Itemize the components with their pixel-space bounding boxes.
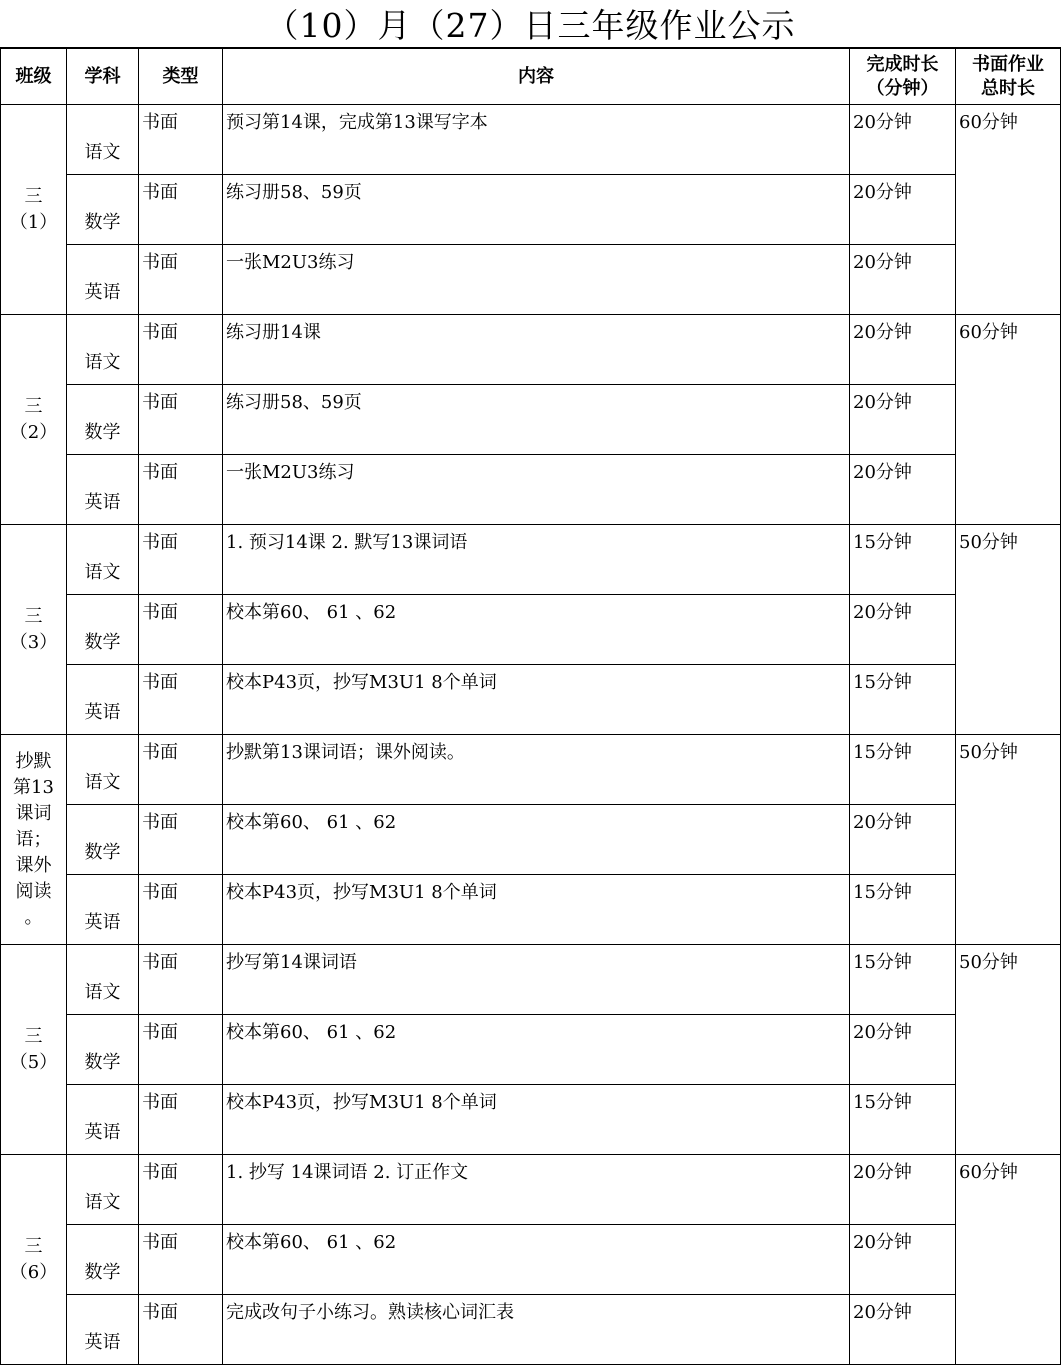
header-row [1, 49, 1061, 105]
class-line: 课词 [15, 802, 52, 824]
type-cell: 书面 [139, 1295, 223, 1365]
class-cell [1, 315, 67, 525]
class-line: 三 [24, 1235, 43, 1257]
type-cell: 书面 [139, 595, 223, 665]
type-cell: 书面 [139, 1225, 223, 1295]
duration-cell: 20分钟 [850, 245, 956, 315]
table-row [1, 1155, 1061, 1225]
class-cell [1, 1155, 67, 1365]
content-cell: 1. 预习14课 2. 默写13课词语 [223, 525, 850, 595]
table-row [1, 1225, 1061, 1295]
content-cell: 校本P43页，抄写M3U1 8个单词 [223, 1085, 850, 1155]
header-total [956, 49, 1061, 105]
duration-cell: 20分钟 [850, 1155, 956, 1225]
content-cell: 练习册14课 [223, 315, 850, 385]
table-row [1, 175, 1061, 245]
duration-cell: 20分钟 [850, 175, 956, 245]
total-duration-cell: 60分钟 [956, 315, 1061, 525]
header-content: 内容 [223, 49, 850, 105]
duration-cell: 15分钟 [850, 945, 956, 1015]
table-row [1, 1295, 1061, 1365]
header-duration-line1: 完成时长 [866, 53, 939, 75]
type-cell: 书面 [139, 805, 223, 875]
subject-cell: 语文 [67, 945, 139, 1015]
table-body [1, 105, 1061, 1365]
class-line: （1） [9, 211, 58, 233]
subject-cell: 英语 [67, 245, 139, 315]
type-cell: 书面 [139, 735, 223, 805]
type-cell: 书面 [139, 875, 223, 945]
table-row [1, 875, 1061, 945]
header-subject: 学科 [67, 49, 139, 105]
class-line: 三 [24, 185, 43, 207]
table-row [1, 735, 1061, 805]
class-line: （6） [9, 1261, 58, 1283]
content-cell: 一张M2U3练习 [223, 455, 850, 525]
type-cell: 书面 [139, 1015, 223, 1085]
content-cell: 一张M2U3练习 [223, 245, 850, 315]
duration-cell: 20分钟 [850, 455, 956, 525]
page-title: （10）月（27）日三年级作业公示 [0, 0, 1061, 48]
subject-cell: 英语 [67, 875, 139, 945]
subject-cell: 数学 [67, 175, 139, 245]
class-cell [1, 525, 67, 735]
type-cell: 书面 [139, 175, 223, 245]
class-cell [1, 105, 67, 315]
class-cell [1, 945, 67, 1155]
class-line: 阅读 [15, 880, 52, 902]
subject-cell: 数学 [67, 1225, 139, 1295]
content-cell: 练习册58、59页 [223, 175, 850, 245]
table-row [1, 1085, 1061, 1155]
content-cell: 练习册58、59页 [223, 385, 850, 455]
duration-cell: 15分钟 [850, 1085, 956, 1155]
table-row [1, 455, 1061, 525]
header-total-line1: 书面作业 [972, 53, 1044, 75]
content-cell: 完成改句子小练习。熟读核心词汇表 [223, 1295, 850, 1365]
subject-cell: 英语 [67, 455, 139, 525]
duration-cell: 20分钟 [850, 1295, 956, 1365]
class-line: 。 [24, 906, 43, 928]
header-class: 班级 [1, 49, 67, 105]
type-cell: 书面 [139, 385, 223, 455]
table-row [1, 805, 1061, 875]
type-cell: 书面 [139, 105, 223, 175]
type-cell: 书面 [139, 245, 223, 315]
table-row [1, 315, 1061, 385]
subject-cell: 英语 [67, 1295, 139, 1365]
table-row [1, 105, 1061, 175]
duration-cell: 15分钟 [850, 665, 956, 735]
content-cell: 校本P43页，抄写M3U1 8个单词 [223, 875, 850, 945]
subject-cell: 数学 [67, 1015, 139, 1085]
total-duration-cell: 60分钟 [956, 1155, 1061, 1365]
table-row [1, 945, 1061, 1015]
subject-cell: 数学 [67, 385, 139, 455]
table-row [1, 385, 1061, 455]
total-duration-cell: 60分钟 [956, 105, 1061, 315]
subject-cell: 语文 [67, 315, 139, 385]
type-cell: 书面 [139, 1085, 223, 1155]
class-line: （2） [9, 421, 58, 443]
duration-cell: 15分钟 [850, 735, 956, 805]
table-row [1, 245, 1061, 315]
table-row [1, 525, 1061, 595]
duration-cell: 20分钟 [850, 1015, 956, 1085]
duration-cell: 20分钟 [850, 805, 956, 875]
type-cell: 书面 [139, 315, 223, 385]
duration-cell: 20分钟 [850, 105, 956, 175]
subject-cell: 语文 [67, 105, 139, 175]
type-cell: 书面 [139, 525, 223, 595]
total-duration-cell: 50分钟 [956, 735, 1061, 945]
content-cell: 预习第14课，完成第13课写字本 [223, 105, 850, 175]
subject-cell: 英语 [67, 1085, 139, 1155]
subject-cell: 语文 [67, 525, 139, 595]
subject-cell: 数学 [67, 595, 139, 665]
header-duration [850, 49, 956, 105]
type-cell: 书面 [139, 1155, 223, 1225]
content-cell: 校本第60、 61 、62 [223, 1225, 850, 1295]
class-line: 三 [24, 605, 43, 627]
content-cell: 1. 抄写 14课词语 2. 订正作文 [223, 1155, 850, 1225]
class-line: 第13 [13, 776, 54, 798]
duration-cell: 20分钟 [850, 1225, 956, 1295]
type-cell: 书面 [139, 455, 223, 525]
duration-cell: 20分钟 [850, 595, 956, 665]
content-cell: 校本第60、 61 、62 [223, 595, 850, 665]
class-cell [1, 735, 67, 945]
content-cell: 抄写第14课词语 [223, 945, 850, 1015]
class-line: 抄默 [15, 750, 52, 772]
total-duration-cell: 50分钟 [956, 525, 1061, 735]
content-cell: 校本第60、 61 、62 [223, 805, 850, 875]
duration-cell: 15分钟 [850, 875, 956, 945]
homework-table [0, 48, 1061, 1365]
type-cell: 书面 [139, 665, 223, 735]
type-cell: 书面 [139, 945, 223, 1015]
header-total-line2: 总时长 [981, 77, 1035, 99]
subject-cell: 语文 [67, 735, 139, 805]
header-duration-line2: （分钟） [866, 77, 939, 99]
subject-cell: 英语 [67, 665, 139, 735]
total-duration-cell: 50分钟 [956, 945, 1061, 1155]
duration-cell: 20分钟 [850, 315, 956, 385]
subject-cell: 数学 [67, 805, 139, 875]
class-line: 三 [24, 1025, 43, 1047]
content-cell: 校本第60、 61 、62 [223, 1015, 850, 1085]
table-row [1, 595, 1061, 665]
table-row [1, 665, 1061, 735]
class-line: （3） [9, 631, 58, 653]
content-cell: 校本P43页，抄写M3U1 8个单词 [223, 665, 850, 735]
content-cell: 抄默第13课词语；课外阅读。 [223, 735, 850, 805]
class-line: 课外 [15, 854, 52, 876]
header-type: 类型 [139, 49, 223, 105]
duration-cell: 20分钟 [850, 385, 956, 455]
table-row [1, 1015, 1061, 1085]
duration-cell: 15分钟 [850, 525, 956, 595]
class-line: 三 [24, 395, 43, 417]
class-line: （5） [9, 1051, 58, 1073]
class-line: 语； [15, 828, 52, 850]
subject-cell: 语文 [67, 1155, 139, 1225]
